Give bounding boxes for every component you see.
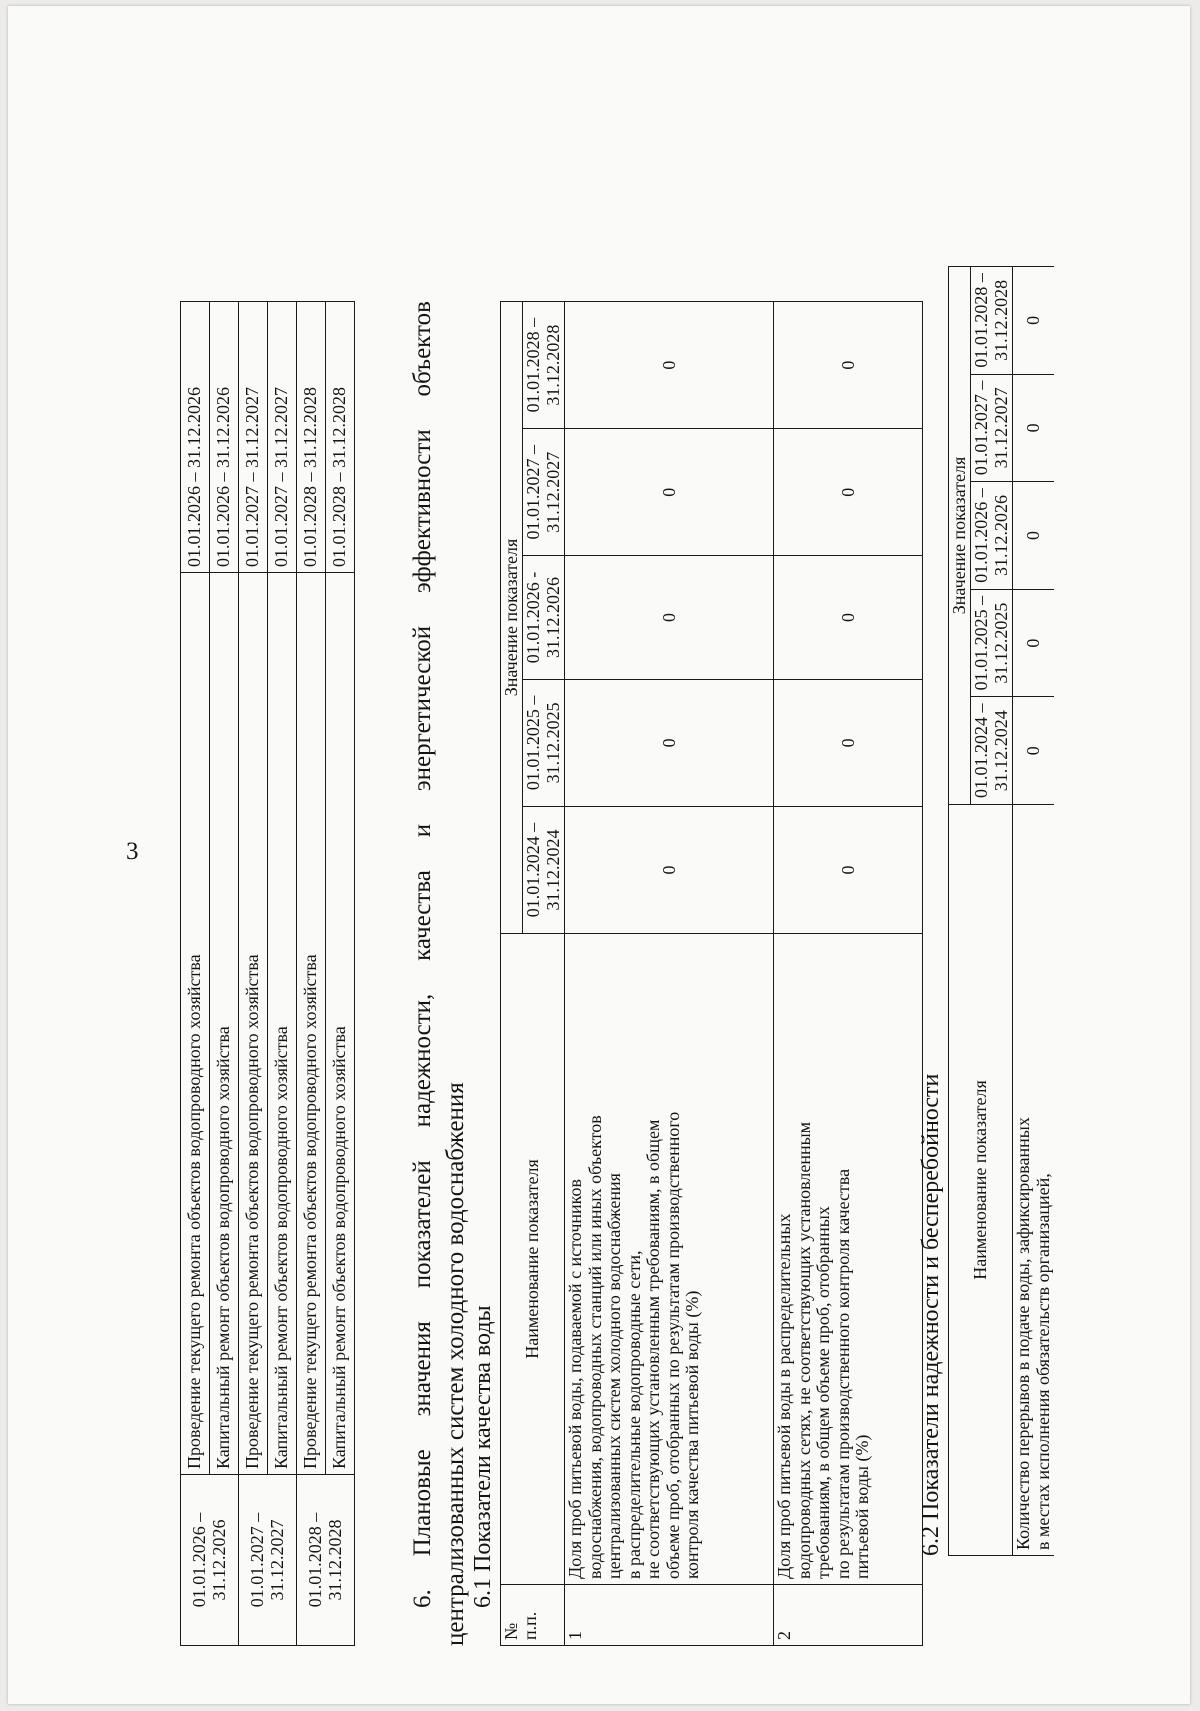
section-6-word: надежности,	[409, 993, 436, 1128]
quality-body	[565, 302, 923, 1646]
reliability-body	[1013, 267, 1054, 1556]
indicator-name: Количество перерывов в подаче воды, зафиксированных в местах исполнения обязательств организацией,	[1013, 805, 1054, 1556]
period-header: 01.01.2027 – 31.12.2027	[971, 374, 1013, 482]
schedule-row	[297, 302, 326, 1646]
section-6-title-line2: централизованных систем холодного водоснабжения	[442, 1082, 469, 1646]
section-6-word: показателей	[409, 1160, 436, 1289]
quality-table	[500, 301, 923, 1646]
row-number: 2	[774, 1585, 923, 1646]
indicator-value: 0	[565, 429, 774, 556]
schedule-activity: Капитальный ремонт объектов водопроводного хозяйства	[268, 573, 297, 1475]
schedule-row	[210, 302, 239, 1646]
quality-row	[565, 302, 774, 1646]
document-page	[8, 6, 1190, 1704]
section-6-word: объектов	[409, 301, 436, 397]
section-6-word: энергетической	[409, 625, 436, 792]
schedule-table	[180, 301, 355, 1646]
period-header: 01.01.2028 – 31.12.2028	[971, 267, 1013, 375]
indicator-value: 0	[774, 556, 923, 680]
period-header: 01.01.2025 – 31.12.2025	[523, 679, 565, 806]
schedule-period: 01.01.2027 – 31.12.2027	[239, 1475, 297, 1646]
quality-subtitle: 6.1 Показатели качества воды	[470, 1305, 496, 1608]
indicator-value: 0	[774, 679, 923, 806]
schedule-activity: Проведение текущего ремонта объектов водопроводного хозяйства	[181, 573, 210, 1475]
indicator-value: 0	[1013, 482, 1054, 590]
section-6-word: эффективности	[409, 429, 436, 594]
indicator-value: 0	[1013, 267, 1054, 375]
period-header: 01.01.2024 – 31.12.2024	[523, 806, 565, 933]
schedule-dates: 01.01.2028 – 31.12.2028	[326, 302, 355, 573]
row-number: 1	[565, 1585, 774, 1646]
schedule-dates: 01.01.2026 – 31.12.2026	[181, 302, 210, 573]
schedule-period: 01.01.2026 – 31.12.2026	[181, 1475, 239, 1646]
section-6-number: 6.	[409, 1589, 436, 1608]
indicator-value: 0	[774, 302, 923, 429]
period-header: 01.01.2025 – 31.12.2025	[971, 589, 1013, 697]
schedule-dates: 01.01.2027 – 31.12.2027	[268, 302, 297, 573]
schedule-period: 01.01.2028 – 31.12.2028	[297, 1475, 355, 1646]
section-6-heading	[406, 301, 472, 1646]
period-header: 01.01.2026 – 31.12.2026	[971, 482, 1013, 590]
header-name: Наименование показателя	[949, 805, 1013, 1556]
section-6-title-line1	[406, 301, 439, 1646]
indicator-name: Доля проб питьевой воды, подаваемой с источников водоснабжения, водопроводных станций или иных объектов централизованных систем холодного водоснабжения в распределительные водопроводные сети, не соответствующих установленным требованиям, в общем объеме проб, отобранных по результатам производственного контроля качества питьевой воды (%)	[565, 934, 774, 1585]
reliability-table	[948, 266, 1054, 1556]
schedule-dates: 01.01.2027 – 31.12.2027	[239, 302, 268, 573]
schedule-row	[326, 302, 355, 1646]
period-header: 01.01.2026 - 31.12.2026	[523, 556, 565, 680]
section-6-word: Плановые	[409, 1449, 436, 1557]
header-num: № п.п.	[501, 1585, 565, 1646]
header-value: Значение показателя	[501, 302, 523, 934]
header-value: Значение показателя	[949, 267, 971, 805]
indicator-value: 0	[1013, 697, 1054, 805]
schedule-activity: Проведение текущего ремонта объектов водопроводного хозяйства	[297, 573, 326, 1475]
reliability-row	[1013, 267, 1054, 1556]
schedule-dates: 01.01.2026 – 31.12.2026	[210, 302, 239, 573]
section-6-word: и	[409, 823, 436, 838]
rotated-content	[158, 126, 1158, 1646]
indicator-value: 0	[565, 679, 774, 806]
schedule-activity: Капитальный ремонт объектов водопроводного хозяйства	[326, 573, 355, 1475]
indicator-value: 0	[565, 806, 774, 933]
section-6-word: значения	[409, 1321, 436, 1417]
schedule-row	[181, 302, 210, 1646]
schedule-body	[181, 302, 355, 1646]
header-name: Наименование показателя	[501, 934, 565, 1585]
schedule-activity: Капитальный ремонт объектов водопроводного хозяйства	[210, 573, 239, 1475]
page-number: 3	[126, 838, 139, 865]
indicator-value: 0	[565, 556, 774, 680]
section-6-word: качества	[409, 870, 436, 961]
indicator-value: 0	[774, 806, 923, 933]
indicator-value: 0	[774, 429, 923, 556]
indicator-value: 0	[565, 302, 774, 429]
indicator-value: 0	[1013, 374, 1054, 482]
schedule-activity: Проведение текущего ремонта объектов водопроводного хозяйства	[239, 573, 268, 1475]
period-header: 01.01.2024 – 31.12.2024	[971, 697, 1013, 805]
schedule-row	[239, 302, 268, 1646]
period-header: 01.01.2027 – 31.12.2027	[523, 429, 565, 556]
period-header: 01.01.2028 – 31.12.2028	[523, 302, 565, 429]
schedule-row	[268, 302, 297, 1646]
schedule-dates: 01.01.2028 – 31.12.2028	[297, 302, 326, 573]
indicator-value: 0	[1013, 589, 1054, 697]
indicator-name: Доля проб питьевой воды в распределительных водопроводных сетях, не соответствующих установленным требованиям, в общем объеме проб, отобранных по результатам производственного контроля качества питьевой воды (%)	[774, 934, 923, 1585]
quality-row	[774, 302, 923, 1646]
reliability-subtitle: 6.2 Показатели надежности и бесперебойности	[918, 1073, 944, 1556]
